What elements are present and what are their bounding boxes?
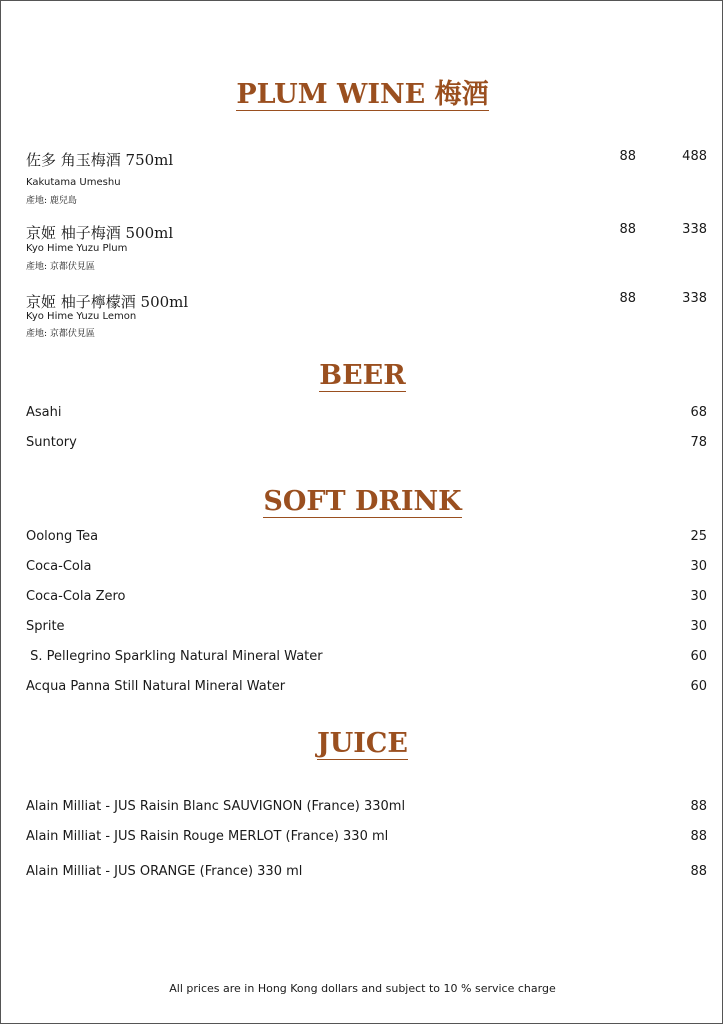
item-price: 30 xyxy=(690,589,707,604)
bottle-price: 338 xyxy=(682,222,707,237)
item-subname: Kakutama Umeshu xyxy=(26,177,121,188)
soft-drink-item xyxy=(26,589,707,609)
item-subname: Kyo Hime Yuzu Lemon xyxy=(26,311,137,322)
item-price: 25 xyxy=(690,529,707,544)
item-name: 京姬 柚子梅酒 500ml xyxy=(26,224,174,242)
item-price: 88 xyxy=(690,799,707,814)
beer-item xyxy=(26,435,707,455)
item-price: 88 xyxy=(690,864,707,879)
item-subname: Kyo Hime Yuzu Plum xyxy=(26,243,128,254)
glass-price: 88 xyxy=(619,149,636,164)
item-name: Acqua Panna Still Natural Mineral Water xyxy=(26,679,286,694)
item-price: 78 xyxy=(690,435,707,450)
juice-heading: JUICE xyxy=(316,728,409,759)
item-price: 68 xyxy=(690,405,707,420)
item-name: Sprite xyxy=(26,619,65,634)
item-name: Oolong Tea xyxy=(26,529,99,544)
beer-item xyxy=(26,405,707,425)
item-origin: 產地: 京都伏見區 xyxy=(26,262,95,272)
item-price: 60 xyxy=(690,649,707,664)
item-origin: 產地: 鹿兒島 xyxy=(26,196,77,206)
plum-wine-item xyxy=(26,291,707,311)
soft-drink-item xyxy=(26,619,707,639)
item-name: Alain Milliat - JUS Raisin Rouge MERLOT (France) 330 ml xyxy=(26,829,389,844)
soft-drink-item xyxy=(26,679,707,699)
item-name: 佐多 角玉梅酒 750ml xyxy=(26,151,174,169)
item-name: Coca-Cola xyxy=(26,559,92,574)
item-origin: 產地: 京都伏見區 xyxy=(26,329,95,339)
item-name: 京姬 柚子檸檬酒 500ml xyxy=(26,293,189,311)
plum-wine-heading: PLUM WINE 梅酒 xyxy=(236,79,489,110)
juice-item xyxy=(26,799,707,819)
item-price: 30 xyxy=(690,619,707,634)
item-name: S. Pellegrino Sparkling Natural Mineral Water xyxy=(26,649,323,664)
juice-item xyxy=(26,829,707,849)
soft-drink-item xyxy=(26,529,707,549)
soft-drink-heading: SOFT DRINK xyxy=(263,486,462,517)
item-name: Alain Milliat - JUS ORANGE (France) 330 ml xyxy=(26,864,303,879)
bottle-price: 488 xyxy=(682,149,707,164)
plum-wine-item xyxy=(26,222,707,242)
bottle-price: 338 xyxy=(682,291,707,306)
item-name: Asahi xyxy=(26,405,62,420)
service-charge-note: All prices are in Hong Kong dollars and subject to 10 % service charge xyxy=(169,982,556,995)
juice-item xyxy=(26,864,707,884)
soft-drink-item xyxy=(26,649,707,669)
item-name: Alain Milliat - JUS Raisin Blanc SAUVIGNON (France) 330ml xyxy=(26,799,406,814)
item-name: Suntory xyxy=(26,435,77,450)
soft-drink-item xyxy=(26,559,707,579)
item-name: Coca-Cola Zero xyxy=(26,589,126,604)
beer-heading: BEER xyxy=(319,360,406,391)
plum-wine-item xyxy=(26,149,707,169)
item-price: 60 xyxy=(690,679,707,694)
glass-price: 88 xyxy=(619,291,636,306)
glass-price: 88 xyxy=(619,222,636,237)
item-price: 88 xyxy=(690,829,707,844)
item-price: 30 xyxy=(690,559,707,574)
